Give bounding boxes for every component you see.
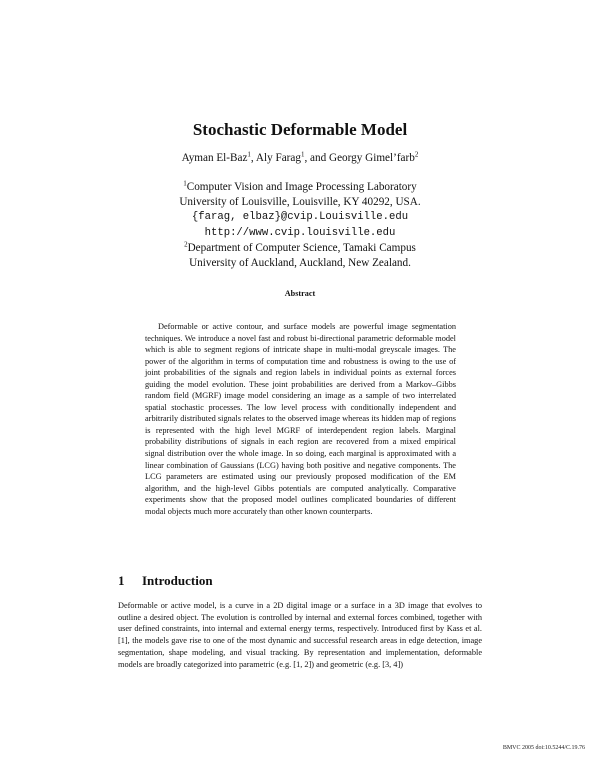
abstract-paragraph: Deformable or active contour, and surface models are powerful image segmentation techniques. We introduce a novel fast and robust bi-directional parametric deformable model which is able to segment regions of intricate shape in multi-modal greyscale images. The power of the algorithm in terms of computation time and robustness is owing to the use of joint probabilities of the signals and region labels in individual points as external forces guiding the model evolution. These joint probabilities are derived from a Markov–Gibbs random field (MGRF) image model considering an image as a sample of two interrelated spatial stochastic processes. The low level process with conditionally independent and arbitrarily distributed signals relates to the observed image whereas its hidden map of regions is represented with the high level MGRF of interdependent region labels. Marginal probability distributions of signals in each region are recovered from a mixed empirical signal distribution over the whole image. In so doing, each marginal is approximated with a linear combination of Gaussians (LCG) having both positive and negative components. The LCG parameters are estimated using our previously proposed modification of the EM algorithm, and the high-level Gibbs potentials are computed analytically. Comparative experiments show that the proposed model outlines complicated boundaries of different modal objects much more accurately than other known counterparts. [145, 322, 456, 516]
author-affiliation-mark: 1 [247, 150, 251, 159]
author-list [0, 152, 600, 164]
author-separator: , and [304, 152, 329, 164]
section-number: 1 [118, 573, 125, 588]
abstract-body [145, 321, 456, 517]
author-affiliation-mark: 2 [414, 150, 419, 159]
author-name: Aly Farag [255, 152, 301, 164]
author-affiliation-mark: 1 [300, 150, 305, 159]
abstract-heading: Abstract [284, 289, 316, 298]
author-name: Georgy Gimel’farb [329, 152, 415, 164]
affiliation-1-line-2: University of Louisville, Louisville, KY 40292, USA. [179, 196, 421, 209]
paper-title: Stochastic Deformable Model [192, 120, 408, 139]
affiliation-mark: 1 [183, 179, 187, 188]
affiliation-email: {farag, elbaz}@cvip.Louisville.edu [191, 211, 409, 224]
section-title: Introduction [142, 573, 213, 588]
affiliation-2-line-2: University of Auckland, Auckland, New Zealand. [189, 257, 411, 270]
author-separator: , [250, 152, 256, 164]
author-name: Ayman El-Baz [181, 152, 248, 164]
affiliations [0, 180, 600, 271]
affiliation-2-line-1: $^2$Department of Computer Science, Tamaki Campus [184, 240, 416, 254]
introduction-paragraph: Deformable or active model, is a curve in a 2D digital image or a surface in a 3D image that evolves to outline a desired object. The evolution is controlled by internal and external forces combined, together with user defined constraints, into internal and external energy terms, respectively. Introduced first by Kass et al. [1], the models gave rise to one of the most dynamic and successful research areas in edge detection, image segmentation, shape modeling, and visual tracking. By representation and implementation, deformable models are broadly categorized into parametric (e.g. [1, 2]) and geometric (e.g. [3, 4]) [118, 601, 482, 669]
affiliation-1-line-1: $^1$Computer Vision and Image Processing Laboratory [183, 179, 417, 193]
introduction-body [118, 600, 482, 670]
section-heading [118, 573, 213, 589]
affiliation-mark: 2 [184, 240, 188, 249]
footer-doi: BMVC 2005 doi:10.5244/C.19.76 [502, 745, 585, 751]
affiliation-website: http://www.cvip.louisville.edu [204, 226, 396, 239]
